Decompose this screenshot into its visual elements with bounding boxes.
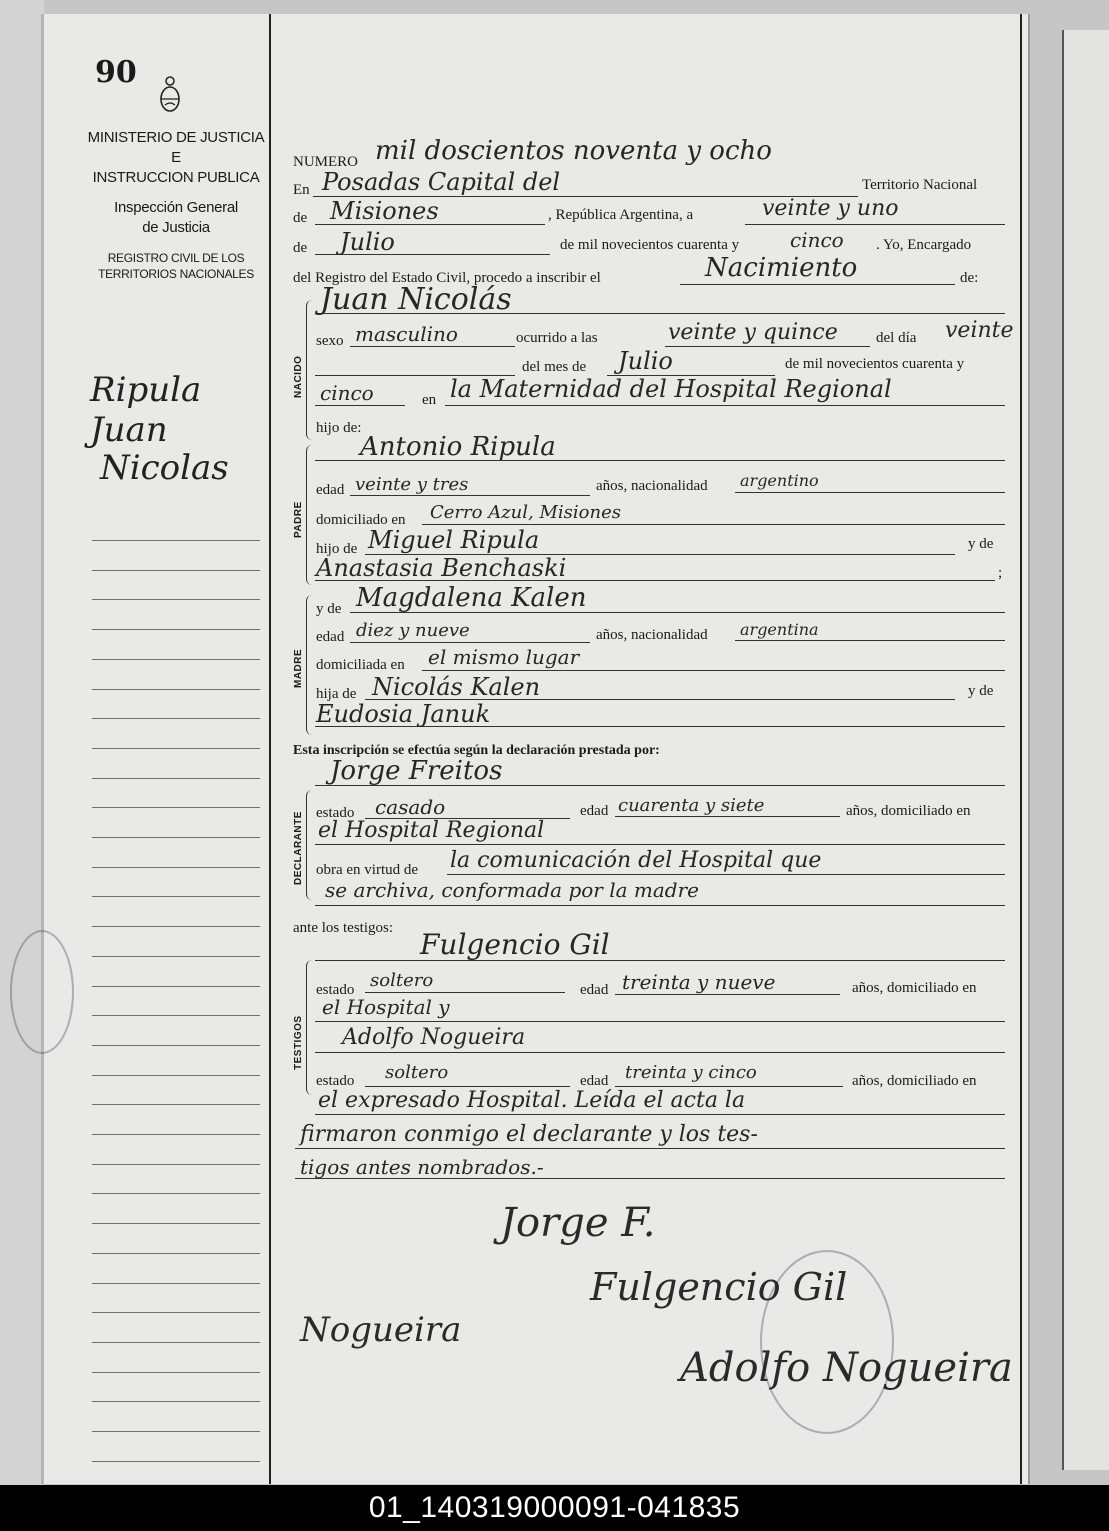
margin-rule — [92, 1283, 260, 1284]
label-edad4: edad — [580, 982, 609, 998]
ministry-line: E — [171, 149, 181, 166]
rule — [315, 960, 1005, 961]
value-madre-padre: Nicolás Kalen — [372, 673, 541, 701]
value-decl-estado: casado — [375, 795, 446, 819]
rule — [422, 670, 1005, 671]
signature: Fulgencio Gil — [590, 1265, 848, 1309]
value-cierre1: firmaron conmigo el declarante y los tes- — [300, 1122, 758, 1147]
value-madre-nac: argentina — [740, 620, 819, 639]
label-del-registro: del Registro del Estado Civil, procedo a inscribir el — [293, 270, 601, 286]
rule — [735, 492, 1005, 493]
rule — [350, 642, 590, 643]
label-en2: en — [422, 392, 437, 408]
label-ante: ante los testigos: — [293, 920, 393, 936]
value-sexo: masculino — [355, 322, 458, 346]
label-estado2: estado — [316, 982, 355, 998]
margin-rule — [92, 1164, 260, 1165]
value-hora: veinte y quince — [668, 320, 838, 345]
label-edad: edad — [316, 482, 345, 498]
margin-rule — [92, 837, 260, 838]
ministry-header — [86, 128, 266, 282]
margin-rule — [92, 748, 260, 749]
value-testigo1: Fulgencio Gil — [420, 928, 610, 961]
margin-rule — [92, 1401, 260, 1402]
value-fecha-mes: Julio — [340, 228, 395, 256]
label-domiciliada: domiciliada en — [316, 657, 405, 673]
value-acto: Nacimiento — [705, 253, 858, 283]
label-hijo-de: hijo de: — [316, 420, 362, 436]
value-decl-dom: el Hospital Regional — [318, 818, 545, 843]
rule — [315, 1021, 1005, 1022]
value-padre-nac: argentino — [740, 471, 819, 490]
section-label-madre: MADRE — [293, 648, 304, 688]
label-anos-nac: años, nacionalidad — [596, 478, 708, 494]
ministry-line: Inspección General — [114, 199, 238, 216]
margin-second-name: Nicolas — [100, 448, 229, 488]
coat-of-arms-icon — [158, 75, 182, 113]
rule — [315, 1114, 1005, 1115]
value-mes: Julio — [618, 347, 673, 375]
value-padre-nombre: Antonio Ripula — [360, 432, 556, 462]
margin-rule — [92, 1372, 260, 1373]
label-y-de: y de — [968, 536, 994, 552]
value-madre-nombre: Magdalena Kalen — [356, 583, 587, 613]
rule — [615, 816, 840, 817]
label-hija-de: hija de — [316, 686, 357, 702]
margin-rule — [92, 1045, 260, 1046]
margin-first-name: Juan — [90, 410, 168, 450]
value-padre-madre: Anastasia Benchaski — [316, 554, 567, 582]
margin-rule — [92, 1253, 260, 1254]
rule — [315, 405, 405, 406]
label-semicolon: ; — [998, 565, 1003, 581]
ministry-line: MINISTERIO DE JUSTICIA — [87, 129, 265, 146]
margin-rule — [92, 629, 260, 630]
value-territorio: Misiones — [330, 197, 439, 225]
margin-rule — [92, 1312, 260, 1313]
ministry-line: INSTRUCCION PUBLICA — [92, 169, 260, 186]
label-anos-dom: años, domiciliado en — [846, 803, 971, 819]
label-sexo: sexo — [316, 333, 344, 349]
ministry-line: de Justicia — [142, 219, 210, 236]
value-anio: cinco — [790, 228, 844, 252]
label-de: de — [293, 210, 308, 226]
rule — [365, 992, 565, 993]
label-del-mes: del mes de — [522, 359, 587, 375]
margin-rule — [92, 540, 260, 541]
margin-rule — [92, 1015, 260, 1016]
right-border — [1020, 14, 1022, 1484]
margin-rule — [92, 1223, 260, 1224]
rule — [365, 1086, 570, 1087]
margin-rule — [92, 570, 260, 571]
value-t2-estado: soltero — [385, 1062, 449, 1083]
margin-rule — [92, 986, 260, 987]
margin-rule — [92, 926, 260, 927]
value-numero: mil doscientos noventa y ocho — [375, 136, 772, 166]
margin-rule — [92, 689, 260, 690]
registry-seal — [10, 930, 74, 1054]
label-de-colon: de: — [960, 270, 979, 286]
ministry-line: REGISTRO CIVIL DE LOS — [107, 251, 245, 265]
label-edad5: edad — [580, 1073, 609, 1089]
page-number: 90 — [95, 55, 137, 90]
label-de2: de — [293, 240, 308, 256]
ministry-line: TERRITORIOS NACIONALES — [98, 267, 254, 281]
margin-rule — [92, 867, 260, 868]
value-lugar: la Maternidad del Hospital Regional — [450, 375, 892, 403]
signature: Adolfo Nogueira — [680, 1345, 1013, 1391]
rule — [615, 1086, 843, 1087]
label-edad3: edad — [580, 803, 609, 819]
value-decl-edad: cuarenta y siete — [618, 795, 765, 816]
brace — [306, 300, 315, 440]
label-anos-dom2: años, domiciliado en — [852, 980, 977, 996]
label-en: En — [293, 182, 310, 198]
label-ocurrido: ocurrido a las — [516, 330, 598, 346]
label-yo: . Yo, Encargado — [876, 237, 972, 253]
value-declarante: Jorge Freitos — [330, 756, 503, 786]
value-padre-edad: veinte y tres — [355, 474, 469, 495]
binder-edge — [0, 0, 44, 1485]
adjacent-page — [1062, 30, 1109, 1470]
rule — [447, 874, 1005, 875]
label-numero: NUMERO — [293, 154, 359, 170]
signature: Nogueira — [300, 1310, 462, 1350]
rule — [315, 844, 1005, 845]
brace — [306, 445, 315, 585]
label-anos-nac2: años, nacionalidad — [596, 627, 708, 643]
margin-rule — [92, 778, 260, 779]
label-estado: estado — [316, 805, 355, 821]
value-obra1: la comunicación del Hospital que — [450, 848, 822, 873]
section-label-testigos: TESTIGOS — [293, 1015, 304, 1070]
label-anos-dom3: años, domiciliado en — [852, 1073, 977, 1089]
label-del-dia: del día — [876, 330, 917, 346]
label-mil: de mil novecientos cuarenta y — [560, 237, 740, 253]
rule — [350, 346, 515, 347]
rule — [445, 405, 1005, 406]
value-t2-dom: el expresado Hospital. Leída el acta la — [318, 1088, 746, 1113]
value-padre-dom: Cerro Azul, Misiones — [430, 502, 621, 523]
value-t1-estado: soltero — [370, 970, 434, 991]
value-fecha-dia: veinte y uno — [762, 196, 899, 221]
label-estado3: estado — [316, 1073, 355, 1089]
label-y-de2: y de — [316, 601, 342, 617]
rule — [735, 640, 1005, 641]
value-madre-madre: Eudosia Januk — [316, 700, 491, 728]
section-label-padre: PADRE — [293, 501, 304, 538]
value-testigo2: Adolfo Nogueira — [342, 1025, 526, 1050]
margin-rule — [92, 1075, 260, 1076]
margin-rule — [92, 896, 260, 897]
brace — [306, 790, 315, 900]
section-label-declarante: DECLARANTE — [293, 811, 304, 885]
margin-divider — [269, 14, 271, 1484]
margin-rule — [92, 599, 260, 600]
margin-rule — [92, 1134, 260, 1135]
value-cierre2: tigos antes nombrados.- — [300, 1155, 544, 1179]
label-domiciliado: domiciliado en — [316, 512, 406, 528]
value-madre-edad: diez y nueve — [356, 620, 470, 641]
label-edad2: edad — [316, 629, 345, 645]
margin-rule — [92, 659, 260, 660]
margin-rule — [92, 1342, 260, 1343]
margin-rule — [92, 1104, 260, 1105]
value-dia: veinte — [945, 318, 1014, 343]
margin-rule — [92, 956, 260, 957]
rule — [315, 1052, 1005, 1053]
section-label-nacido: NACIDO — [293, 355, 304, 398]
value-t1-dom: el Hospital y — [322, 995, 450, 1019]
value-ciudad: Posadas Capital del — [322, 168, 561, 196]
margin-surname: Ripula — [90, 370, 202, 410]
rule — [422, 524, 1005, 525]
value-t1-edad: treinta y nueve — [622, 970, 776, 994]
label-obra: obra en virtud de — [316, 862, 419, 878]
value-anio2: cinco — [320, 381, 374, 405]
margin-rule — [92, 1461, 260, 1462]
rule — [350, 495, 590, 496]
rule — [315, 905, 1005, 906]
value-obra2: se archiva, conformada por la madre — [325, 878, 699, 902]
label-republica: , República Argentina, a — [548, 207, 694, 223]
margin-rule — [92, 807, 260, 808]
value-madre-dom: el mismo lugar — [428, 645, 580, 669]
value-nombre: Juan Nicolás — [320, 282, 512, 317]
value-padre-padre: Miguel Ripula — [368, 526, 540, 554]
rule — [295, 1148, 1005, 1149]
rule — [680, 284, 955, 285]
brace — [306, 595, 315, 735]
rule — [745, 224, 1005, 225]
rule — [615, 994, 840, 995]
margin-rule — [92, 1193, 260, 1194]
margin-rule — [92, 718, 260, 719]
image-id-footer: 01_140319000091-041835 — [0, 1485, 1109, 1531]
brace — [306, 960, 315, 1095]
label-territorio: Territorio Nacional — [862, 177, 978, 193]
label-hijo-de2: hijo de — [316, 541, 358, 557]
label-y-de3: y de — [968, 683, 994, 699]
signature: Jorge F. — [500, 1200, 656, 1246]
value-t2-edad: treinta y cinco — [625, 1062, 757, 1083]
label-mil2: de mil novecientos cuarenta y — [785, 356, 965, 372]
label-esta-inscripcion: Esta inscripción se efectúa según la declaración prestada por: — [293, 743, 660, 758]
rule — [665, 346, 870, 347]
margin-rule — [92, 1431, 260, 1432]
